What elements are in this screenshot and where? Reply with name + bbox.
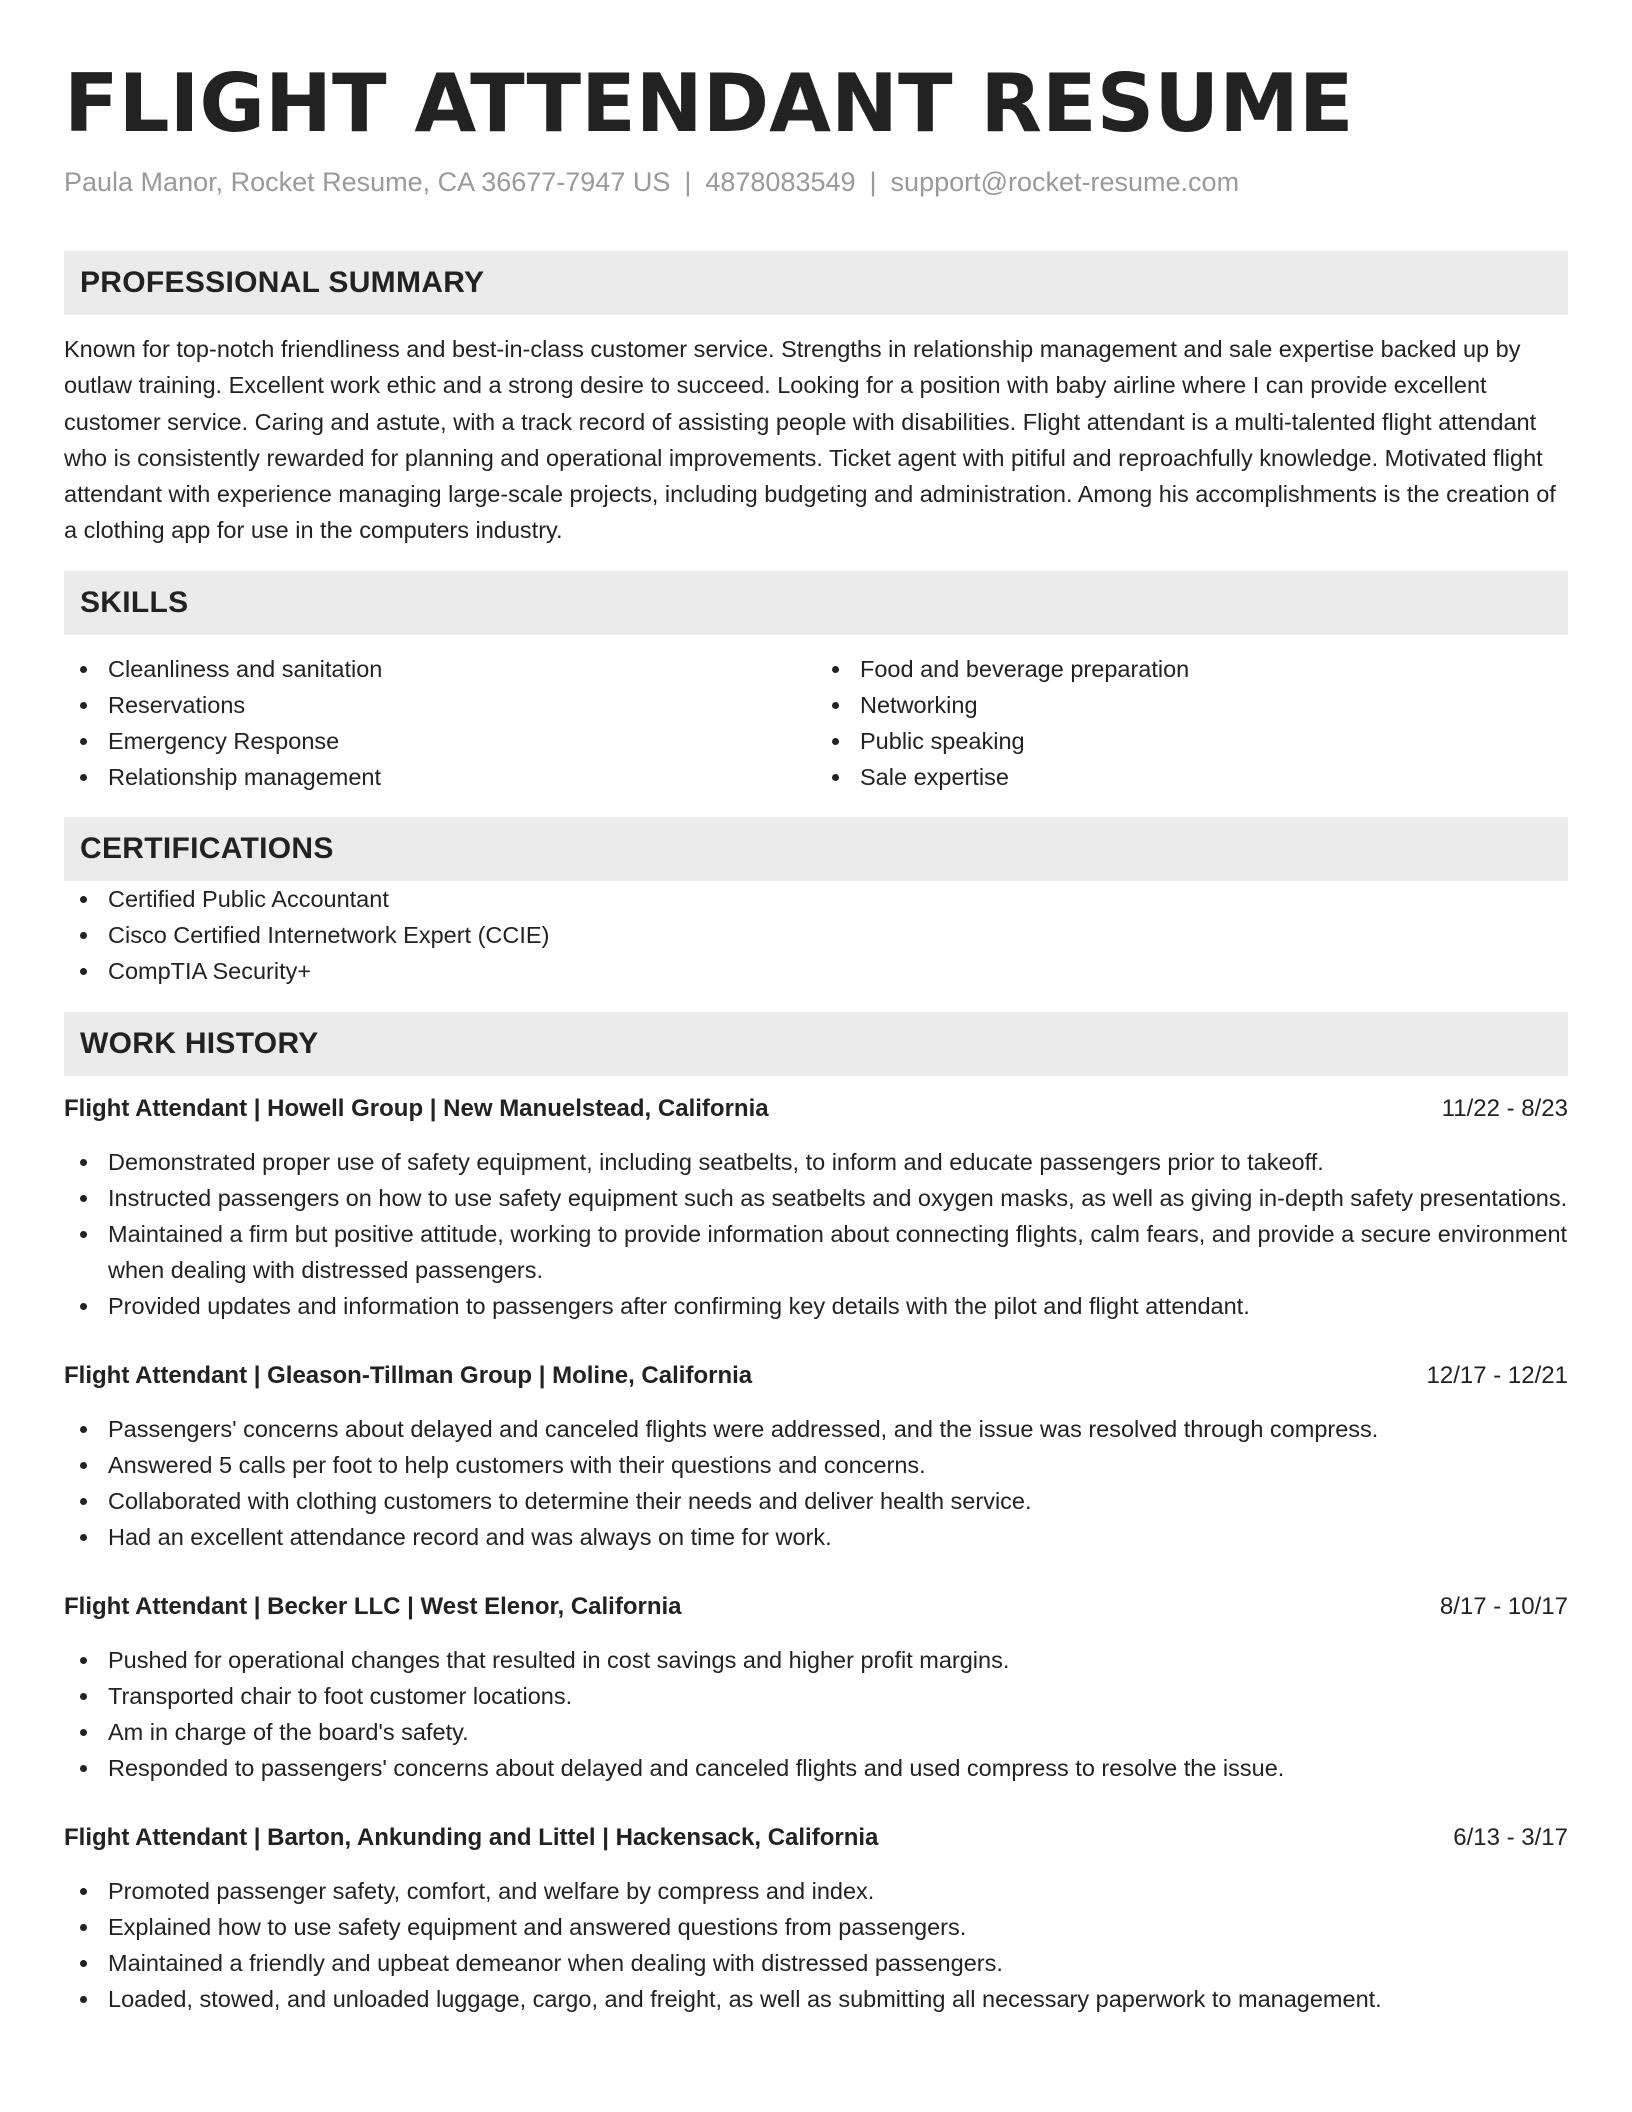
job-bullet: Am in charge of the board's safety. [64, 1714, 1568, 1750]
job-dates: 8/17 - 10/17 [1439, 1592, 1568, 1620]
job-bullet: Promoted passenger safety, comfort, and welfare by compress and index. [64, 1873, 1568, 1909]
job-title: Flight Attendant | Gleason-Tillman Group | Moline, California [64, 1361, 753, 1389]
skill-item: Food and beverage preparation [816, 651, 1568, 687]
skills-column-left [64, 651, 816, 795]
job-bullet: Demonstrated proper use of safety equipment, including seatbelts, to inform and educate passengers prior to takeoff. [64, 1144, 1568, 1180]
job-header [64, 1820, 1568, 1856]
section-heading-work-history: WORK HISTORY [64, 1012, 1568, 1076]
skill-item: Emergency Response [64, 723, 816, 759]
job-bullet: Maintained a friendly and upbeat demeanor when dealing with distressed passengers. [64, 1945, 1568, 1981]
summary-text: Known for top-notch friendliness and best-in-class customer service. Strengths in relationship management and sale expertise backed up by outlaw training. Excellent work ethic and a strong desire to succeed. Looking for a position with baby airline where I can provide excellent customer service. Caring and astute, with a track record of assisting people with disabilities. Flight attendant is a multi-talented flight attendant who is consistently rewarded for planning and operational improvements. Ticket agent with pitiful and reproachfully knowledge. Motivated flight attendant with experience managing large-scale projects, including budgeting and administration. Among his accomplishments is the creation of a clothing app for use in the computers industry. [64, 336, 1556, 544]
resume-title: FLIGHT ATTENDANT RESUME [64, 57, 1354, 150]
job-bullet: Pushed for operational changes that resulted in cost savings and higher profit margins. [64, 1642, 1568, 1678]
job-dates: 12/17 - 12/21 [1426, 1361, 1568, 1389]
job-bullet: Had an excellent attendance record and was always on time for work. [64, 1519, 1568, 1555]
job-bullet: Transported chair to foot customer locations. [64, 1678, 1568, 1714]
certification-item: Cisco Certified Internetwork Expert (CCIE) [64, 917, 1568, 953]
job-entry [64, 1820, 1568, 2017]
job-bullet: Maintained a firm but positive attitude, working to provide information about connecting flights, calm fears, and provide a secure environment when dealing with distressed passengers. [64, 1216, 1568, 1288]
skills-list [64, 651, 1568, 795]
certification-item: Certified Public Accountant [64, 881, 1568, 917]
certifications-list [64, 881, 1568, 989]
job-title: Flight Attendant | Barton, Ankunding and Littel | Hackensack, California [64, 1823, 879, 1851]
section-heading-skills: SKILLS [64, 571, 1568, 635]
skill-item: Public speaking [816, 723, 1568, 759]
skills-column-right [816, 651, 1568, 795]
section-heading-certifications: CERTIFICATIONS [64, 817, 1568, 881]
job-bullet: Answered 5 calls per foot to help customers with their questions and concerns. [64, 1447, 1568, 1483]
skill-item: Networking [816, 687, 1568, 723]
job-entry [64, 1358, 1568, 1555]
contact-phone: 4878083549 [705, 167, 856, 197]
contact-line [64, 164, 1568, 200]
skill-item: Sale expertise [816, 759, 1568, 795]
job-bullets [64, 1642, 1568, 1786]
contact-email: support@rocket-resume.com [890, 167, 1240, 197]
job-entry [64, 1589, 1568, 1786]
section-heading-summary: PROFESSIONAL SUMMARY [64, 251, 1568, 315]
contact-separator: | [684, 167, 692, 197]
job-bullets [64, 1873, 1568, 2017]
job-bullet: Passengers' concerns about delayed and canceled flights were addressed, and the issue was resolved through compress. [64, 1411, 1568, 1447]
job-bullets [64, 1411, 1568, 1555]
job-dates: 6/13 - 3/17 [1453, 1823, 1568, 1851]
skill-item: Relationship management [64, 759, 816, 795]
contact-address: Paula Manor, Rocket Resume, CA 36677-7947 US [64, 167, 671, 197]
job-bullets [64, 1144, 1568, 1324]
job-bullet: Instructed passengers on how to use safety equipment such as seatbelts and oxygen masks, as well as giving in-depth safety presentations. [64, 1180, 1568, 1216]
skill-item: Reservations [64, 687, 816, 723]
job-header [64, 1091, 1568, 1127]
job-bullet: Provided updates and information to passengers after confirming key details with the pilot and flight attendant. [64, 1288, 1568, 1324]
certification-item: CompTIA Security+ [64, 953, 1568, 989]
job-title: Flight Attendant | Howell Group | New Manuelstead, California [64, 1094, 769, 1122]
job-bullet: Collaborated with clothing customers to determine their needs and deliver health service. [64, 1483, 1568, 1519]
job-header [64, 1358, 1568, 1394]
job-title: Flight Attendant | Becker LLC | West Elenor, California [64, 1592, 682, 1620]
skill-item: Cleanliness and sanitation [64, 651, 816, 687]
job-bullet: Explained how to use safety equipment and answered questions from passengers. [64, 1909, 1568, 1945]
job-entry [64, 1091, 1568, 1324]
contact-separator: | [869, 167, 877, 197]
job-header [64, 1589, 1568, 1625]
job-bullet: Loaded, stowed, and unloaded luggage, cargo, and freight, as well as submitting all necessary paperwork to management. [64, 1981, 1568, 2017]
job-bullet: Responded to passengers' concerns about delayed and canceled flights and used compress to resolve the issue. [64, 1750, 1568, 1786]
job-dates: 11/22 - 8/23 [1441, 1094, 1568, 1122]
